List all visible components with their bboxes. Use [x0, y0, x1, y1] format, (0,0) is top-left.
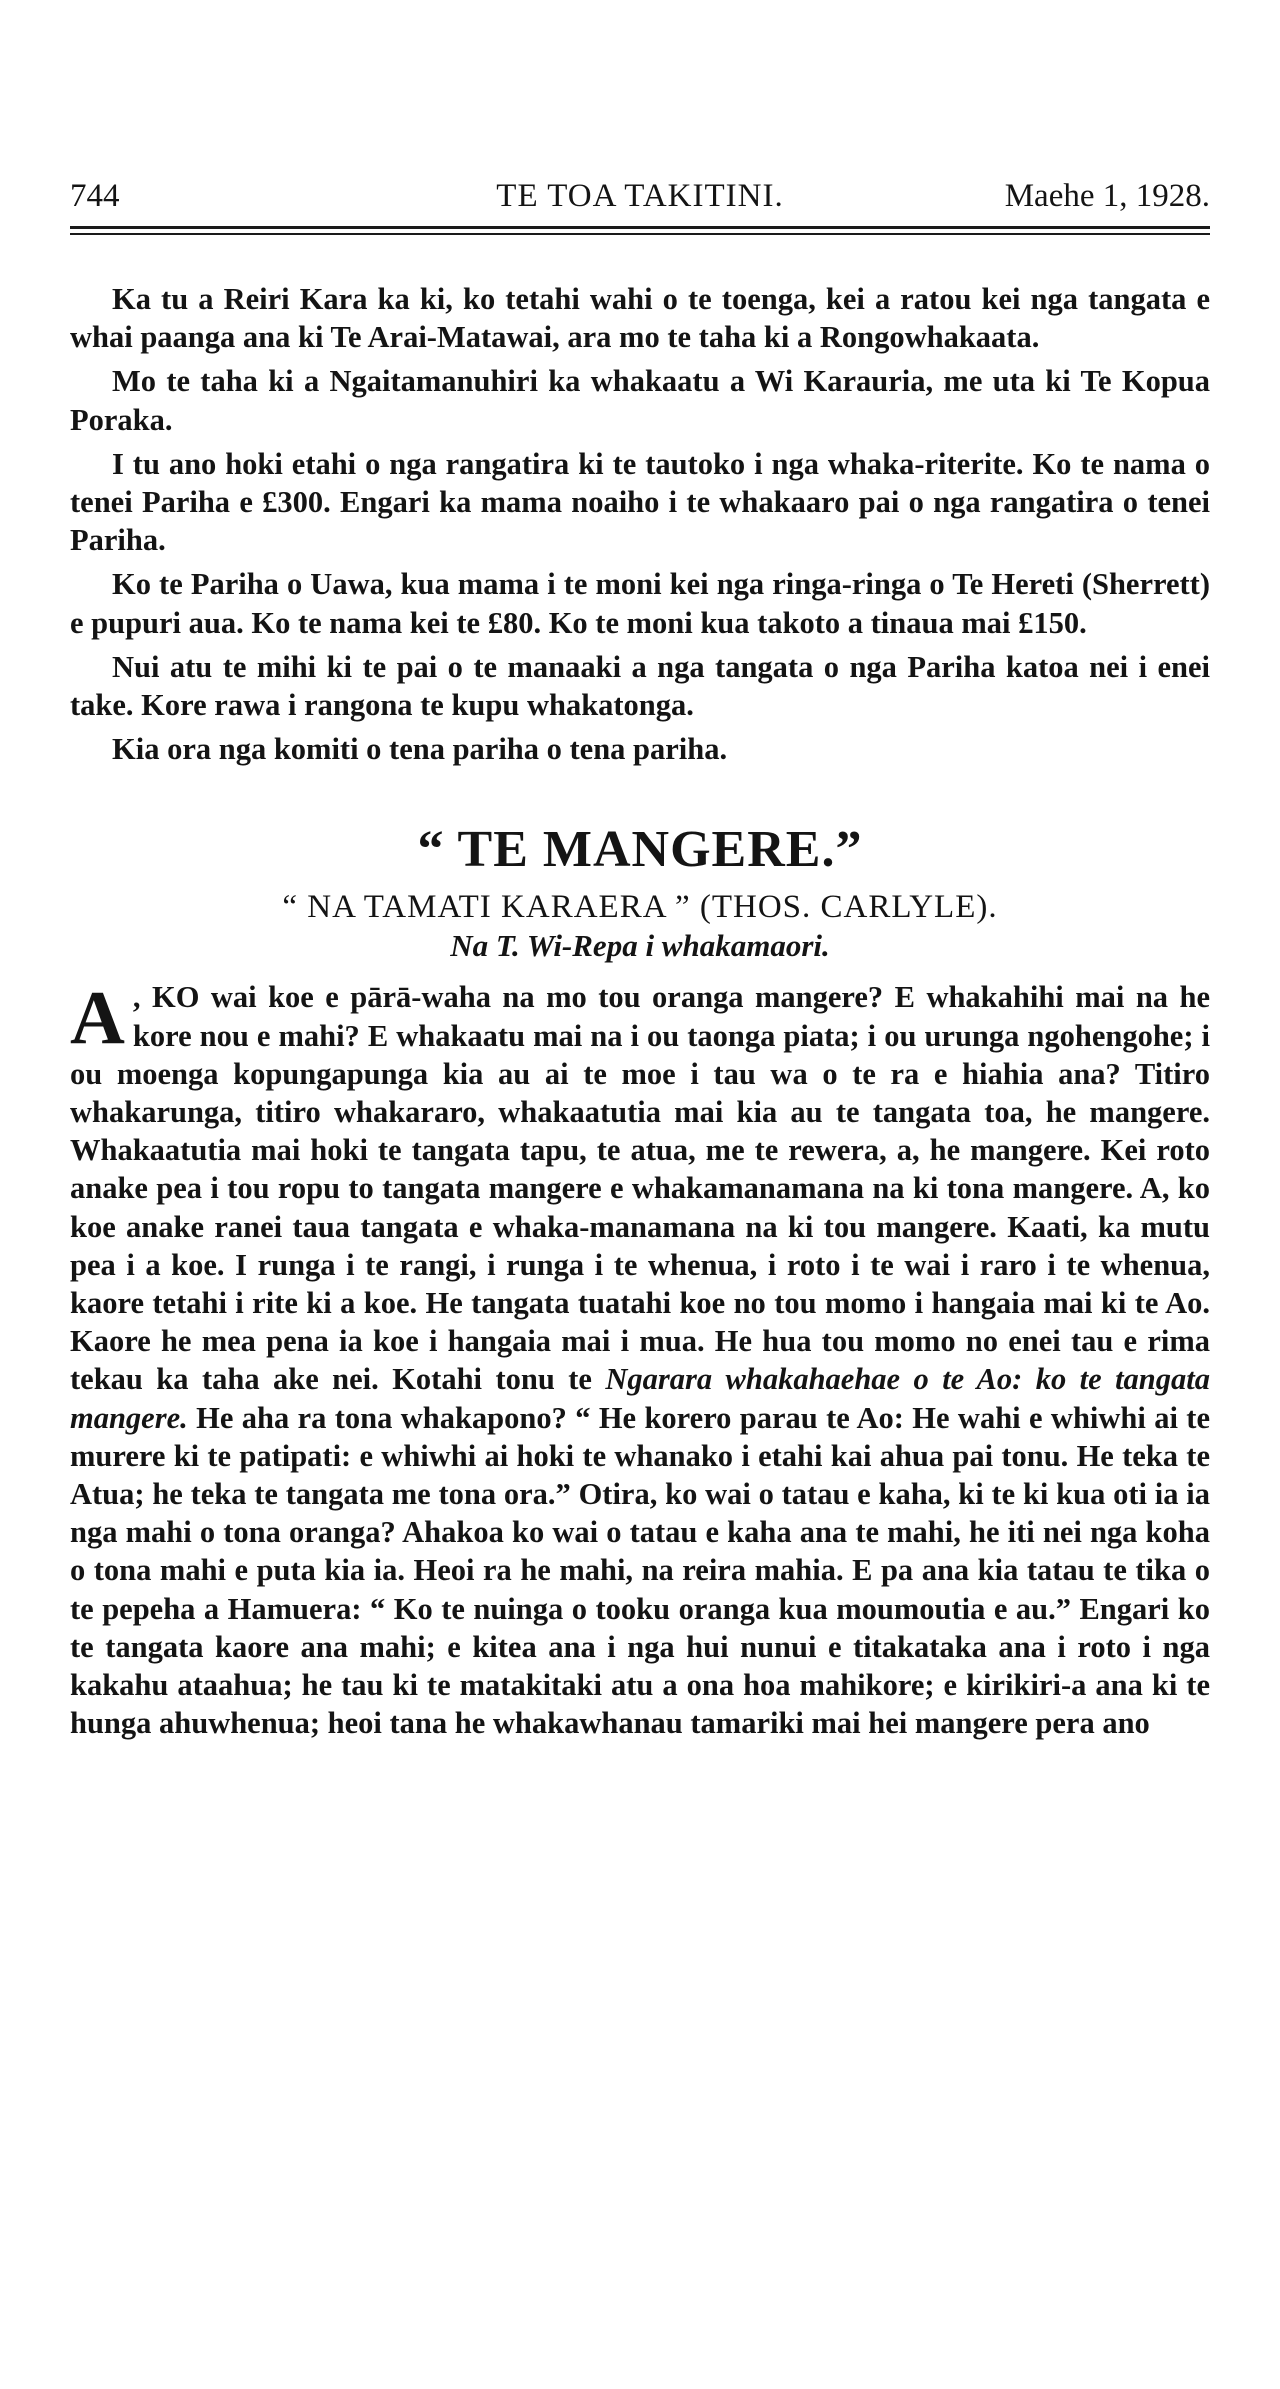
running-header — [70, 172, 1210, 220]
article-paragraph — [70, 978, 1210, 1742]
article-text-part-2: He aha ra tona whakapono? “ He korero parau te Ao: He wahi e whiwhi ai te murere ki te patipati: e whiwhi ai hoki te whanako i etahi kai ahua pai tonu. He teka te Atua; he teka te tangata me tona ora.” Otira, ko wai o tatau e kaha, ki te ki kua oti ia ia nga mahi o tona oranga? Ahakoa ko wai o tatau e kaha ana te mahi, he iti nei nga koha o tona mahi e puta kia ia. Heoi ra he mahi, na reira mahia. E pa ana kia tatau te tika o te pepeha a Hamuera: “ Ko te nuinga o tooku oranga kua moumoutia e au.” Engari ko te tangata kaore ana mahi; e kitea ana i nga hui nunui e titakataka ana i roto i nga kakahu ataahua; he tau ki te matakitaki atu a ona hoa mahikore; e kirikiri-a ana ki te hunga ahuwhenua; heoi tana he whakawhanau tamariki mai hei mangere pera ano — [70, 1400, 1210, 1741]
header-rule-thick — [70, 226, 1210, 229]
article-byline: Na T. Wi-Repa i whakamaori. — [450, 928, 830, 964]
page — [70, 0, 1210, 2389]
body-text — [70, 280, 1210, 1743]
article-emphasis: Ngarara whakahaehae o te Ao: ko te tangata mangere. — [70, 1362, 1210, 1435]
drop-cap: A — [70, 976, 125, 1061]
article-subtitle: “ NA TAMATI KARAERA ” (THOS. CARLYLE). — [282, 889, 998, 926]
page-number: 744 — [70, 178, 120, 214]
article-body — [70, 978, 1210, 1742]
paragraph: Kia ora nga komiti o tena pariha o tena pariha. — [112, 732, 728, 767]
article-title: “ TE MANGERE.” — [417, 821, 863, 879]
issue-date: Maehe 1, 1928. — [1004, 178, 1210, 214]
header-rule-thin — [70, 233, 1210, 235]
paragraph: Nui atu te mihi ki te pai o te manaaki a nga tangata o nga Pariha katoa nei i enei take. Kore rawa i rangona te kupu whakatonga. — [70, 649, 1210, 723]
article-text-part-1: , KO wai koe e pārā-waha na mo tou oranga mangere? E whakahihi mai na he kore nou e mahi? E whakaatu mai na i ou taonga piata; i ou urunga ngohengohe; i ou moenga kopungapunga kia au ai te moe i tau wa o te ra e hiahia ana? Titiro whakarunga, titiro whakararo, whakaatutia mai kia au te tangata toa, he mangere. Whakaatutia mai hoki te tangata tapu, te atua, me te rewera, a, he mangere. Kei roto anake pea i tou ropu to tangata mangere e whakamanamana na ki tona mangere. A, ko koe anake ranei taua tangata e whaka-manamana na ki tou mangere. Kaati, ka mutu pea i a koe. I runga i te rangi, i runga i te whenua, i roto i te wai i raro i te whenua, kaore tetahi i rite ki a koe. He tangata tuatahi koe no tou momo i hangaia mai ki te Ao. Kaore he mea pena ia koe i hangaia mai i mua. He hua tou momo no enei tau e rima tekau ka taha ake nei. Kotahi tonu te — [70, 980, 1210, 1397]
paragraph: I tu ano hoki etahi o nga rangatira ki te tautoko i nga whaka-riterite. Ko te nama o tenei Pariha e £300. Engari ka mama noaiho i te whakaaro pai o nga rangatira o tenei Pariha. — [70, 446, 1210, 558]
journal-title: TE TOA TAKITINI. — [496, 178, 784, 214]
paragraph: Ko te Pariha o Uawa, kua mama i te moni kei nga ringa-ringa o Te Hereti (Sherrett) e pupuri aua. Ko te nama kei te £80. Ko te moni kua takoto a tinaua mai £150. — [70, 567, 1210, 640]
paragraph: Ka tu a Reiri Kara ka ki, ko tetahi wahi o te toenga, kei a ratou kei nga tangata e whai paanga ana ki Te Arai-Matawai, ara mo te taha ki a Rongowhakaata. — [70, 282, 1210, 355]
paragraph: Mo te taha ki a Ngaitamanuhiri ka whakaatu a Wi Karauria, me uta ki Te Kopua Poraka. — [70, 364, 1210, 437]
